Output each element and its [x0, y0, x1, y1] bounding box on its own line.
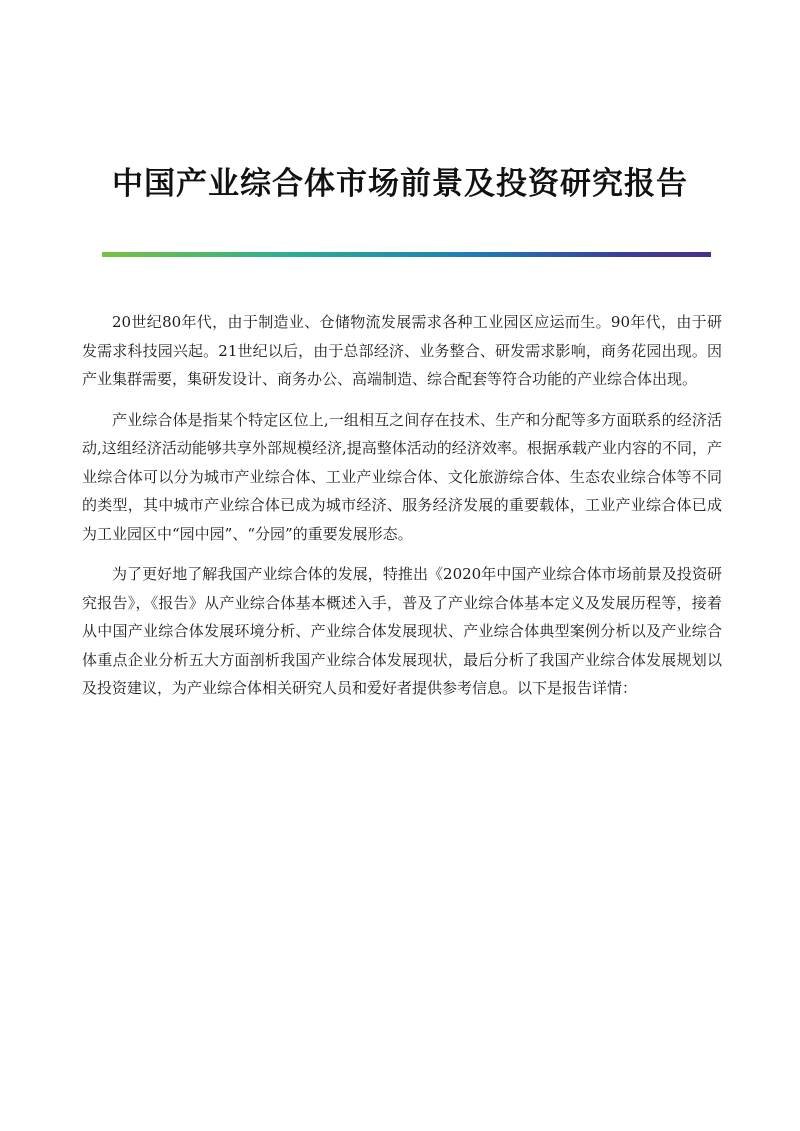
paragraph-history: 20世纪80年代，由于制造业、仓储物流发展需求各种工业园区应运而生。90年代，由于研发需求科技园兴起。21世纪以后，由于总部经济、业务整合、研发需求影响，商务花园出现。因产业集群需要，集研发设计、商务办公、高端制造、综合配套等符合功能的产业综合体出现。: [82, 313, 722, 388]
title-divider: [102, 252, 711, 257]
paragraph-definition: 产业综合体是指某个特定区位上,一组相互之间存在技术、生产和分配等多方面联系的经济活动,这组经济活动能够共享外部规模经济,提高整体活动的经济效率。根据承载产业内容的不同，产业综合体可以分为城市产业综合体、工业产业综合体、文化旅游综合体、生态农业综合体等不同的类型，其中城市产业综合体已成为城市经济、服务经济发展的重要载体，工业产业综合体已成为工业园区中“园中园”、“分园”的重要发展形态。: [82, 410, 722, 543]
paragraph-report-intro: 为了更好地了解我国产业综合体的发展，特推出《2020年中国产业综合体市场前景及投资研究报告》，《报告》从产业综合体基本概述入手，普及了产业综合体基本定义及发展历程等，接着从中国产业综合体发展环境分析、产业综合体发展现状、产业综合体典型案例分析以及产业综合体重点企业分析五大方面剖析我国产业综合体发展现状，最后分析了我国产业综合体发展规划以及投资建议，为产业综合体相关研究人员和爱好者提供参考信息。以下是报告详情：: [82, 565, 722, 697]
document-title: 中国产业综合体市场前景及投资研究报告: [112, 166, 688, 202]
document-body: [82, 308, 722, 715]
